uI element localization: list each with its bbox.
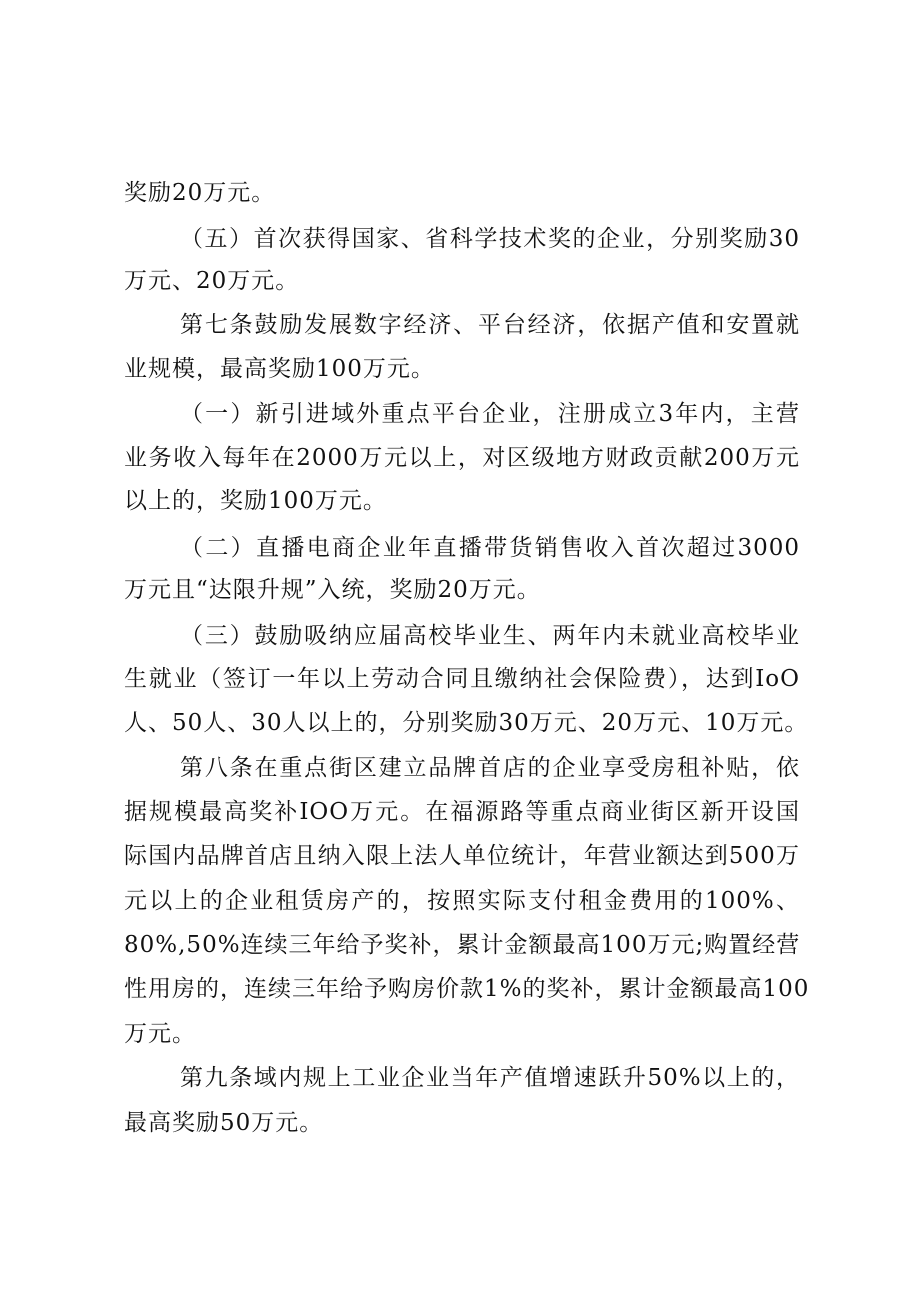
text-line: 最高奖励50万元。 — [124, 1110, 324, 1136]
text-line: （二）直播电商企业年直播带货销售收入首次超过3000 — [180, 535, 800, 561]
text-line: 性用房的，连续三年给予购房价款1%的奖补，累计金额最高100 — [124, 976, 810, 1002]
text-line: （三）鼓励吸纳应届高校毕业生、两年内未就业高校毕业 — [180, 623, 800, 649]
text-line: 据规模最高奖补IOO万元。在福源路等重点商业街区新开设国 — [124, 799, 800, 825]
text-line: 80%,50%连续三年给予奖补，累计金额最高100万元;购置经营 — [124, 932, 801, 958]
text-line: 万元、20万元。 — [124, 268, 300, 294]
text-line: （一）新引进域外重点平台企业，注册成立3年内，主营 — [180, 401, 800, 427]
text-line: 万元且“达限升规”入统，奖励20万元。 — [124, 577, 541, 603]
article-7-heading-line: 第七条鼓励发展数字经济、平台经济，依据产值和安置就 — [180, 312, 800, 338]
text-line: 以上的，奖励100万元。 — [124, 488, 387, 514]
text-line: 元以上的企业租赁房产的，按照实际支付租金费用的100%、 — [124, 888, 800, 914]
text-line: 奖励20万元。 — [124, 180, 276, 206]
article-9-heading-line: 第九条域内规上工业企业当年产值增速跃升50%以上的， — [180, 1065, 800, 1091]
text-line: 际国内品牌首店且纳入限上法人单位统计，年营业额达到500万 — [124, 843, 800, 869]
text-line: 业务收入每年在2000万元以上，对区级地方财政贡献200万元 — [124, 445, 800, 471]
text-line: 生就业（签订一年以上劳动合同且缴纳社会保险费），达到IoO — [124, 666, 800, 692]
text-line: 人、50人、30人以上的，分别奖励30万元、20万元、10万元。 — [124, 710, 809, 736]
text-line: 万元。 — [124, 1021, 196, 1047]
text-line: （五）首次获得国家、省科学技术奖的企业，分别奖励30 — [180, 226, 800, 252]
article-8-heading-line: 第八条在重点街区建立品牌首店的企业享受房租补贴，依 — [180, 755, 800, 781]
text-line: 业规模，最高奖励100万元。 — [124, 356, 435, 382]
